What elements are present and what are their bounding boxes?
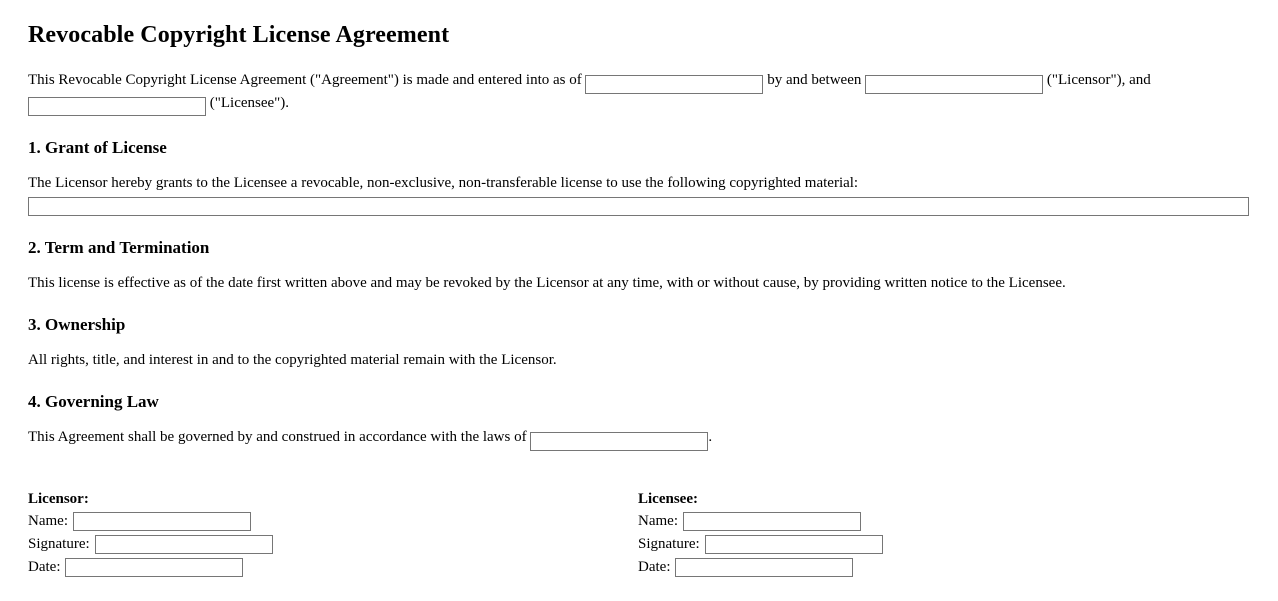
licensor-name-field[interactable] [73, 512, 251, 531]
intro-text-after-licensor: ("Licensor"), and [1046, 72, 1151, 88]
licensor-date-row [28, 558, 638, 577]
licensor-name-input[interactable] [865, 75, 1043, 94]
licensee-name-input[interactable] [28, 97, 206, 116]
intro-text-between: by and between [767, 72, 862, 88]
licensor-name-label: Name: [28, 512, 68, 529]
licensee-signature-column [638, 491, 1248, 581]
section-heading-ownership: 3. Ownership [28, 315, 126, 334]
licensee-name-row [638, 512, 1248, 531]
licensor-signature-label: Signature: [28, 535, 90, 552]
licensee-heading: Licensee: [638, 490, 698, 507]
licensee-date-field[interactable] [675, 558, 853, 577]
licensee-signature-label: Signature: [638, 535, 700, 552]
licensee-name-field[interactable] [683, 512, 861, 531]
copyrighted-material-input[interactable] [28, 197, 1249, 216]
licensor-name-row [28, 512, 638, 531]
section-body-term-and-termination: This license is effective as of the date first written above and may be revoked by the Licensor at any time, with or without cause, by providing written notice to the Licensee. [28, 275, 1066, 291]
licensor-heading: Licensor: [28, 490, 89, 507]
section-body-ownership: All rights, title, and interest in and to the copyrighted material remain with the Licensor. [28, 352, 557, 368]
section-heading-governing-law: 4. Governing Law [28, 392, 159, 411]
licensor-date-field[interactable] [65, 558, 243, 577]
page-title: Revocable Copyright License Agreement [28, 22, 450, 48]
licensor-signature-column [28, 491, 638, 581]
intro-text-after-licensee: ("Licensee"). [209, 94, 290, 111]
governing-law-text-before: This Agreement shall be governed by and construed in accordance with the laws of [28, 429, 527, 445]
governing-law-text-after: . [708, 429, 713, 445]
licensee-name-label: Name: [638, 512, 678, 529]
section-body-grant-of-license: The Licensor hereby grants to the Licensee a revocable, non-exclusive, non-transferable license to use the following copyrighted material: [28, 175, 859, 191]
section-body-governing-law [28, 428, 1250, 451]
intro-paragraph [28, 71, 1250, 116]
licensee-signature-row [638, 535, 1248, 554]
section-heading-grant-of-license: 1. Grant of License [28, 138, 167, 157]
agreement-date-input[interactable] [585, 75, 763, 94]
governing-law-input[interactable] [530, 432, 708, 451]
licensor-signature-row [28, 535, 638, 554]
licensor-date-label: Date: [28, 558, 61, 575]
signature-block [28, 491, 1250, 581]
licensee-date-row [638, 558, 1248, 577]
licensor-signature-field[interactable] [95, 535, 273, 554]
licensee-date-label: Date: [638, 558, 671, 575]
intro-text-before-date: This Revocable Copyright License Agreement ("Agreement") is made and entered into as of [28, 72, 582, 88]
licensee-signature-field[interactable] [705, 535, 883, 554]
section-heading-term-and-termination: 2. Term and Termination [28, 238, 210, 257]
